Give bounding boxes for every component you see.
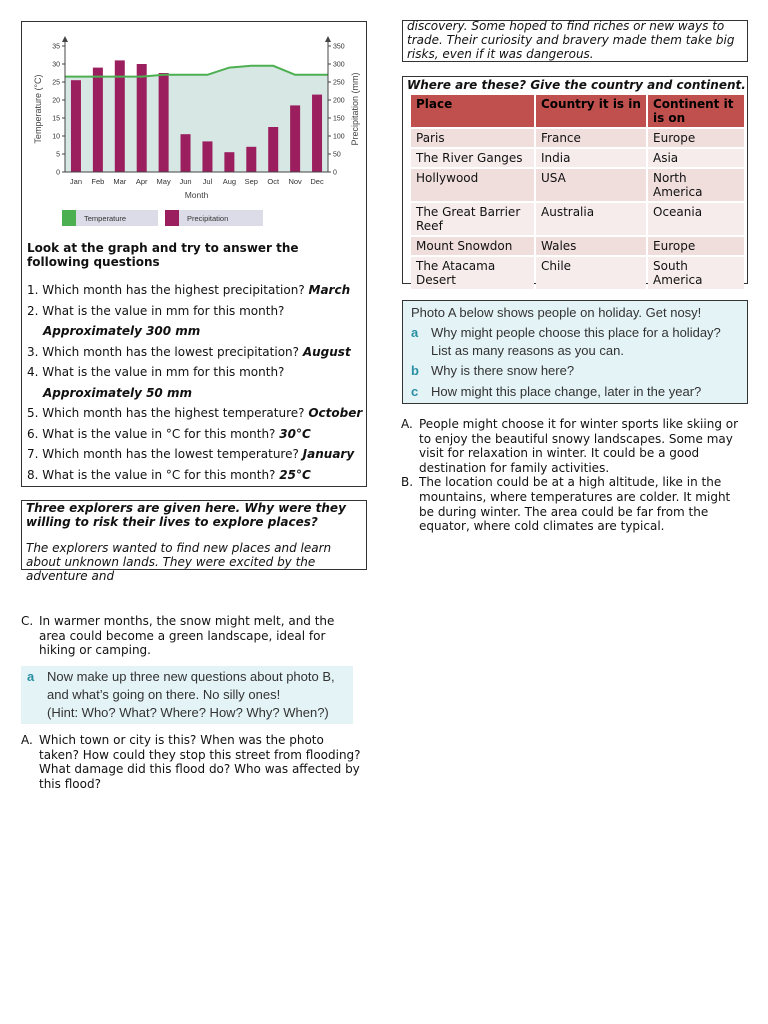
x-tick-label: Sep: [244, 177, 258, 186]
legend-precipitation-label: Precipitation: [187, 214, 229, 223]
table-row: [411, 257, 744, 289]
question-letter: b: [411, 363, 419, 378]
precipitation-bar: [224, 152, 234, 172]
question-text: What is the value in °C for this month?: [42, 467, 276, 482]
cell-country: USA: [536, 169, 646, 201]
legend-precipitation-swatch: [165, 210, 179, 226]
question-item: [27, 362, 367, 383]
x-tick-label: Mar: [113, 177, 127, 186]
x-tick-label: Jan: [69, 177, 83, 186]
cell-country: Chile: [536, 257, 646, 289]
question-item: [27, 301, 367, 322]
precipitation-bar: [246, 147, 256, 172]
explorers-answer: The explorers wanted to find new places and learn about unknown lands. They were excited by the adventure and: [26, 541, 332, 583]
y2-axis-label: Precipitation (mm): [350, 72, 360, 146]
y-tick-label: 0: [56, 169, 60, 177]
cell-place: The River Ganges: [411, 149, 534, 167]
question-letter: a: [27, 669, 35, 684]
task-text: Now make up three new questions about photo B,: [47, 669, 335, 684]
photo-b-line1: [27, 669, 335, 684]
y-axis-right-arrow: [325, 36, 331, 42]
photo-a-answer-c: [21, 614, 361, 658]
question-number: 7.: [27, 447, 39, 461]
question-text: Which month has the lowest temperature?: [42, 447, 299, 461]
x-tick-label: Aug: [222, 177, 237, 186]
explorers-heading: Three explorers are given here. Why were they willing to risk their lives to explore places?: [26, 501, 346, 529]
photo-b-answers: [21, 733, 361, 791]
cell-continent: Europe: [648, 237, 744, 255]
precipitation-bar: [268, 127, 278, 172]
y-tick-label: 30: [52, 61, 60, 69]
question-answer: 25°C: [279, 467, 311, 482]
y2-tick-label: 150: [333, 115, 345, 123]
question-answer: January: [302, 447, 355, 461]
questions-heading: Look at the graph and try to answer the following questions: [27, 241, 299, 269]
explorers-answer-continued: discovery. Some hoped to find riches or new ways to trade. Their curiosity and bravery made them take big risks, even if it was dangerous.: [407, 19, 735, 61]
cell-continent: Asia: [648, 149, 744, 167]
photo-b-line3: (Hint: Who? What? Where? How? Why? When?): [47, 705, 329, 720]
question-letter: c: [411, 384, 419, 399]
answer-text: In warmer months, the snow might melt, and the area could become a green landscape, ideal for hiking or camping.: [39, 614, 335, 658]
places-table-box: [402, 76, 748, 287]
question-text: How might this place change, later in the year?: [431, 384, 702, 399]
y-tick-label: 15: [52, 115, 60, 123]
question-item: [27, 383, 367, 404]
legend-temperature-label: Temperature: [84, 214, 127, 223]
question-answer: March: [308, 283, 351, 297]
table-row: [411, 237, 744, 255]
question-number: 8.: [27, 467, 39, 482]
explorers-question-box: [21, 500, 367, 583]
cell-place: Paris: [411, 129, 534, 147]
x-tick-label: Oct: [267, 177, 280, 186]
y2-tick-label: 100: [333, 133, 345, 141]
header-continent: Continent it is on: [648, 95, 744, 127]
question-number: 3.: [27, 344, 39, 359]
cell-place: The Great Barrier Reef: [411, 203, 534, 235]
question-answer: October: [308, 406, 363, 420]
question-text: What is the value in °C for this month?: [42, 426, 276, 441]
question-item: [27, 444, 367, 465]
climate-graph: [22, 22, 368, 237]
places-table: [409, 93, 746, 291]
photo-a-answers: [401, 417, 746, 534]
x-tick-label: May: [156, 177, 171, 186]
cell-continent: Oceania: [648, 203, 744, 235]
question-answer: Approximately 300 mm: [43, 324, 201, 338]
y2-tick-label: 350: [333, 43, 345, 51]
photo-b-line2: and what’s going on there. No silly ones!: [47, 687, 281, 702]
answer-b: [401, 475, 746, 533]
y-tick-label: 10: [52, 133, 60, 141]
question-list: [27, 280, 367, 485]
precipitation-bar: [290, 105, 300, 172]
question-item: [27, 321, 367, 342]
question-text: What is the value in mm for this month?: [42, 303, 285, 318]
cell-place: Mount Snowdon: [411, 237, 534, 255]
y-tick-label: 25: [52, 79, 60, 87]
photo-a-question-b: [411, 363, 574, 378]
question-text: Which month has the highest precipitation?: [42, 283, 305, 297]
places-table-title: Where are these? Give the country and continent.: [407, 78, 746, 92]
question-number: 4.: [27, 365, 39, 379]
question-number: 5.: [27, 406, 39, 420]
climate-graph-panel: [21, 21, 367, 487]
answer-text: Which town or city is this? When was the photo taken? How could they stop this street from flooding? What damage did this flood do? Who was affected by this flood?: [39, 733, 361, 791]
y2-tick-label: 200: [333, 97, 345, 105]
answer-label: A.: [401, 417, 413, 431]
question-item: [27, 424, 367, 445]
answer-a: [401, 417, 746, 475]
x-tick-label: Jul: [202, 177, 213, 186]
precipitation-bar: [159, 73, 169, 172]
answer-a: [21, 733, 361, 791]
explorers-answer-continued-box: [402, 20, 748, 62]
answer-label: C.: [21, 614, 34, 628]
cell-continent: South America: [648, 257, 744, 289]
photo-a-questions-box: [402, 300, 748, 404]
question-answer: Approximately 50 mm: [43, 385, 192, 400]
photo-a-question-c: [411, 384, 701, 399]
answer-c: [21, 614, 361, 658]
precipitation-bar: [312, 95, 322, 172]
question-text: Which month has the lowest precipitation?: [42, 344, 300, 359]
legend-temperature-swatch: [62, 210, 76, 226]
cell-place: The Atacama Desert: [411, 257, 534, 289]
y2-tick-label: 50: [333, 151, 341, 159]
x-tick-label: Apr: [135, 177, 148, 186]
cell-country: India: [536, 149, 646, 167]
precipitation-bar: [93, 68, 103, 172]
photo-b-task-box: [21, 666, 353, 724]
question-answer: August: [302, 344, 351, 359]
question-text: Which month has the highest temperature?: [42, 406, 305, 420]
y-axis-label: Temperature (°C): [33, 74, 43, 144]
cell-continent: North America: [648, 169, 744, 201]
question-letter: a: [411, 325, 419, 340]
y2-tick-label: 0: [333, 169, 337, 177]
precipitation-bar: [137, 64, 147, 172]
cell-country: Australia: [536, 203, 646, 235]
photo-a-intro: Photo A below shows people on holiday. Get nosy!: [411, 305, 702, 320]
question-item: [27, 342, 367, 363]
x-tick-label: Dec: [310, 177, 324, 186]
y-tick-label: 35: [52, 43, 60, 51]
table-row: [411, 169, 744, 201]
y-tick-label: 20: [52, 97, 60, 105]
y2-tick-label: 250: [333, 79, 345, 87]
cell-country: Wales: [536, 237, 646, 255]
x-tick-label: Feb: [91, 177, 105, 186]
question-text: Why is there snow here?: [431, 363, 575, 378]
table-row: [411, 149, 744, 167]
question-item: [27, 403, 367, 424]
question-answer: 30°C: [279, 426, 311, 441]
answer-label: A.: [21, 733, 33, 747]
photo-a-question-a: [411, 325, 721, 340]
cell-place: Hollywood: [411, 169, 534, 201]
question-number: 1.: [27, 283, 39, 297]
question-number: 6.: [27, 426, 39, 441]
question-text: Why might people choose this place for a holiday?: [431, 325, 721, 340]
y-axis-left-arrow: [62, 36, 68, 42]
x-axis-label: Month: [184, 190, 209, 200]
answer-label: B.: [401, 475, 414, 490]
y-tick-label: 5: [56, 151, 60, 159]
question-text: What is the value in mm for this month?: [42, 365, 285, 379]
answer-text: The location could be at a high altitude, like in the mountains, where temperatures are colder. It might be during winter. The area could be far from the equator, where cold climates are typical.: [419, 475, 731, 534]
question-item: [27, 465, 367, 486]
precipitation-bar: [71, 80, 81, 172]
header-country: Country it is in: [536, 95, 646, 127]
question-number: 2.: [27, 303, 39, 318]
precipitation-bar: [181, 134, 191, 172]
table-row: [411, 129, 744, 147]
header-place: Place: [411, 95, 534, 127]
temperature-area: [65, 66, 328, 172]
table-row: [411, 203, 744, 235]
answer-text: People might choose it for winter sports like skiing or to enjoy the beautiful snowy landscapes. Some may visit for relaxation in winter. It could be a good destination for family activities.: [419, 417, 739, 475]
cell-country: France: [536, 129, 646, 147]
cell-continent: Europe: [648, 129, 744, 147]
precipitation-bar: [202, 141, 212, 172]
y2-tick-label: 300: [333, 61, 345, 69]
x-tick-label: Nov: [288, 177, 302, 186]
x-tick-label: Jun: [179, 177, 192, 186]
question-item: [27, 280, 367, 301]
photo-a-question-a-line2: List as many reasons as you can.: [431, 343, 624, 358]
